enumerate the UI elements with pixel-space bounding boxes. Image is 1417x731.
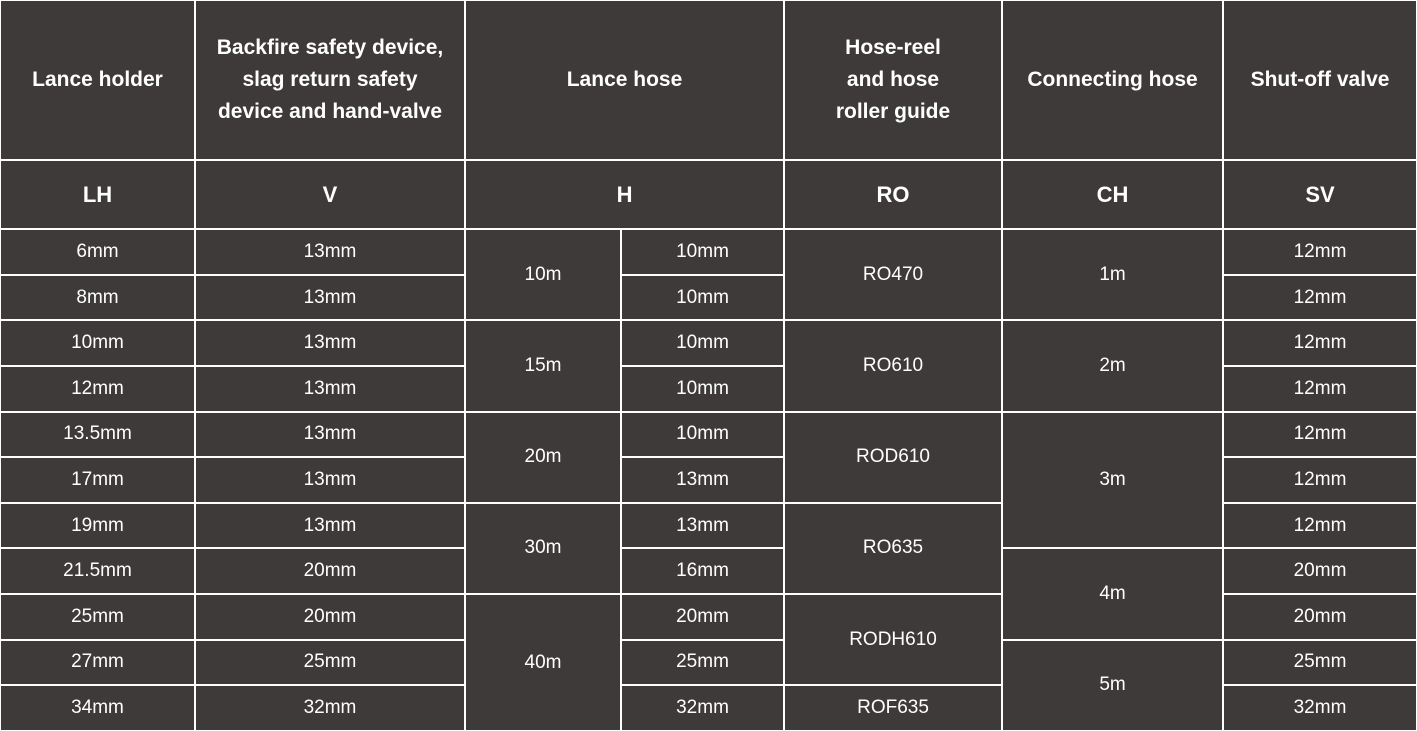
h-diameter-cell: 10mm	[621, 366, 784, 412]
header-shutoff-valve	[1223, 0, 1417, 160]
header-lance-hose	[465, 0, 784, 160]
v-cell: 20mm	[195, 548, 465, 594]
lh-cell: 8mm	[0, 275, 195, 321]
sv-cell: 32mm	[1223, 685, 1417, 731]
header-lance-holder-text: Lance holder	[32, 68, 163, 92]
ro-cell: RO610	[784, 320, 1002, 411]
sv-cell: 12mm	[1223, 320, 1417, 366]
sv-cell: 20mm	[1223, 594, 1417, 640]
sv-cell: 12mm	[1223, 229, 1417, 275]
sv-cell: 12mm	[1223, 503, 1417, 549]
sv-cell: 12mm	[1223, 412, 1417, 458]
header-hose-reel-text: Hose-reel and hose roller guide	[835, 36, 951, 124]
sv-cell: 12mm	[1223, 275, 1417, 321]
header-shutoff-valve-text: Shut-off valve	[1250, 68, 1390, 92]
h-length-cell: 30m	[465, 503, 621, 594]
sv-cell: 20mm	[1223, 548, 1417, 594]
v-cell: 20mm	[195, 594, 465, 640]
h-diameter-cell: 10mm	[621, 229, 784, 275]
ro-cell: RO635	[784, 503, 1002, 594]
v-cell: 13mm	[195, 229, 465, 275]
lh-cell: 6mm	[0, 229, 195, 275]
ro-cell: ROD610	[784, 412, 1002, 503]
ch-cell: 3m	[1002, 412, 1223, 549]
lh-cell: 17mm	[0, 457, 195, 503]
table-row	[0, 229, 1417, 275]
v-cell: 13mm	[195, 275, 465, 321]
h-length-cell: 10m	[465, 229, 621, 320]
code-sv: SV	[1223, 160, 1417, 229]
v-cell: 25mm	[195, 640, 465, 686]
ro-cell: RODH610	[784, 594, 1002, 685]
lh-cell: 10mm	[0, 320, 195, 366]
v-cell: 13mm	[195, 412, 465, 458]
sv-cell: 12mm	[1223, 366, 1417, 412]
table-row	[0, 640, 1417, 686]
header-backfire-device-text: Backfire safety device, slag return safety device and hand-valve	[216, 36, 444, 124]
sv-cell: 12mm	[1223, 457, 1417, 503]
h-length-cell: 15m	[465, 320, 621, 411]
table-row	[0, 320, 1417, 366]
h-diameter-cell: 13mm	[621, 503, 784, 549]
h-diameter-cell: 10mm	[621, 275, 784, 321]
lh-cell: 34mm	[0, 685, 195, 731]
v-cell: 32mm	[195, 685, 465, 731]
h-diameter-cell: 20mm	[621, 594, 784, 640]
h-diameter-cell: 10mm	[621, 320, 784, 366]
sv-cell: 25mm	[1223, 640, 1417, 686]
ch-cell: 1m	[1002, 229, 1223, 320]
lh-cell: 12mm	[0, 366, 195, 412]
v-cell: 13mm	[195, 366, 465, 412]
header-connecting-hose	[1002, 0, 1223, 160]
code-lh: LH	[0, 160, 195, 229]
table-row	[0, 412, 1417, 458]
v-cell: 13mm	[195, 503, 465, 549]
code-ch: CH	[1002, 160, 1223, 229]
header-connecting-hose-text: Connecting hose	[1027, 68, 1198, 92]
table-row	[0, 548, 1417, 594]
h-length-cell: 20m	[465, 412, 621, 503]
header-lance-holder	[0, 0, 195, 160]
h-diameter-cell: 25mm	[621, 640, 784, 686]
lh-cell: 13.5mm	[0, 412, 195, 458]
ch-cell: 4m	[1002, 548, 1223, 639]
header-row	[0, 0, 1417, 160]
h-diameter-cell: 13mm	[621, 457, 784, 503]
ch-cell: 5m	[1002, 640, 1223, 731]
code-v: V	[195, 160, 465, 229]
ro-cell: RO470	[784, 229, 1002, 320]
h-diameter-cell: 10mm	[621, 412, 784, 458]
header-lance-hose-text: Lance hose	[566, 68, 683, 92]
h-diameter-cell: 16mm	[621, 548, 784, 594]
header-hose-reel	[784, 0, 1002, 160]
code-row	[0, 160, 1417, 229]
v-cell: 13mm	[195, 457, 465, 503]
header-backfire-device	[195, 0, 465, 160]
lh-cell: 25mm	[0, 594, 195, 640]
ro-cell: ROF635	[784, 685, 1002, 731]
ch-cell: 2m	[1002, 320, 1223, 411]
h-length-cell: 40m	[465, 594, 621, 731]
lh-cell: 19mm	[0, 503, 195, 549]
h-diameter-cell: 32mm	[621, 685, 784, 731]
code-ro: RO	[784, 160, 1002, 229]
lh-cell: 21.5mm	[0, 548, 195, 594]
v-cell: 13mm	[195, 320, 465, 366]
lh-cell: 27mm	[0, 640, 195, 686]
code-h: H	[465, 160, 784, 229]
